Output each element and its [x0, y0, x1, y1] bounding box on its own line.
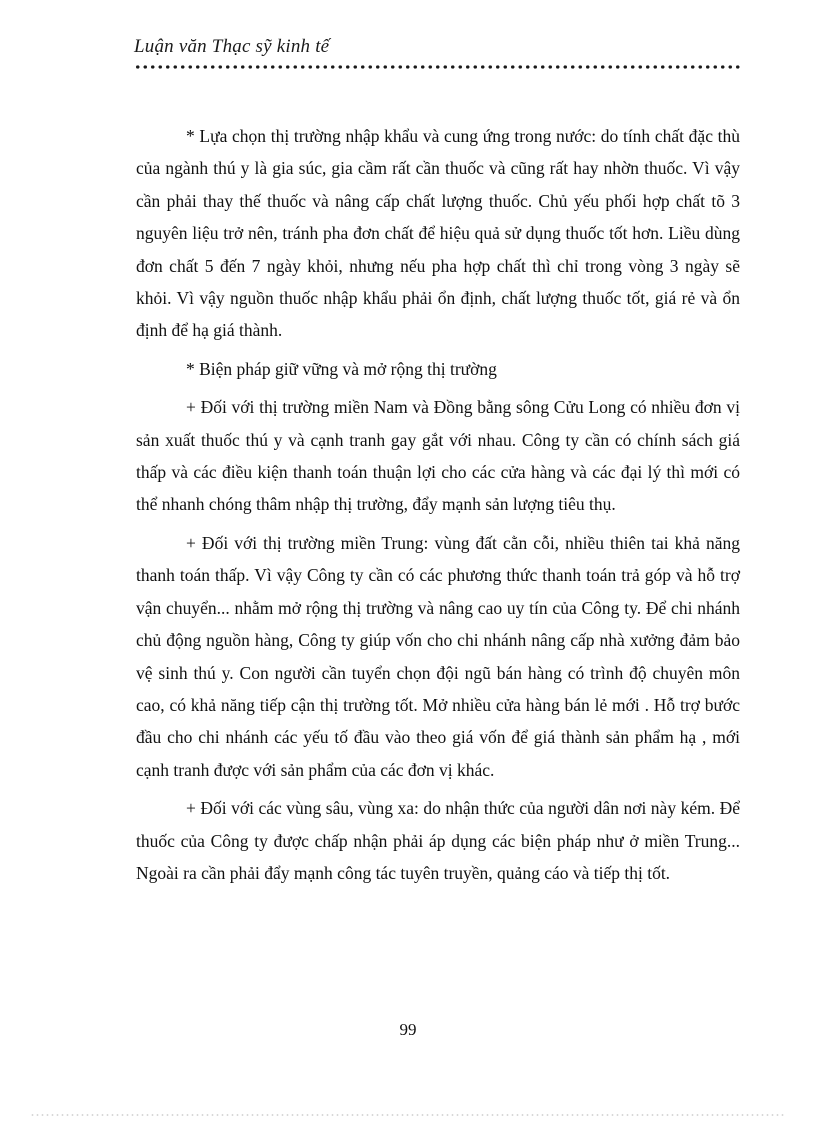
body-text — [136, 120, 740, 895]
header-dotted-rule — [134, 64, 740, 70]
paragraph-central-market: + Đối với thị trường miền Trung: vùng đất cằn cỗi, nhiều thiên tai khả năng thanh toán thấp. Vì vậy Công ty cần có các phương thức thanh toán trả góp và hỗ trợ vận chuyển... nhằm mở rộng thị trường và nâng cao uy tín của Công ty. Để chi nhánh chủ động nguồn hàng, Công ty giúp vốn cho chi nhánh nâng cấp nhà xưởng đảm bảo vệ sinh thú y. Con người cần tuyển chọn đội ngũ bán hàng có trình độ chuyên môn cao, có khả năng tiếp cận thị trường tốt. Mở nhiều cửa hàng bán lẻ mới . Hỗ trợ bước đầu cho chi nhánh các yếu tố đầu vào theo giá vốn để giá thành sản phẩm hạ , mới cạnh tranh được với sản phẩm của các đơn vị khác. — [136, 532, 740, 780]
paragraph-market-measures-heading: * Biện pháp giữ vững và mở rộng thị trường — [186, 358, 497, 379]
footer-dotted-rule — [30, 1114, 786, 1116]
paragraph-southern-market: + Đối với thị trường miền Nam và Đồng bằng sông Cửu Long có nhiều đơn vị sản xuất thuốc thú y và cạnh tranh gay gắt với nhau. Công ty cần có chính sách giá thấp và các điều kiện thanh toán thuận lợi cho các cửa hàng và các đại lý thì mới có thể nhanh chóng thâm nhập thị trường, đẩy mạnh sản lượng tiêu thụ. — [136, 397, 740, 515]
paragraph-remote-areas: + Đối với các vùng sâu, vùng xa: do nhận thức của người dân nơi này kém. Để thuốc của Công ty được chấp nhận phải áp dụng các biện pháp như ở miền Trung... Ngoài ra cần phải đẩy mạnh công tác tuyên truyền, quảng cáo và tiếp thị tốt. — [136, 798, 740, 883]
running-header: Luận văn Thạc sỹ kinh tế — [134, 36, 330, 57]
page-number: 99 — [399, 1020, 417, 1039]
paragraph-import-market: * Lựa chọn thị trường nhập khẩu và cung ứng trong nước: do tính chất đặc thù của ngành thú y là gia súc, gia cầm rất cần thuốc và cũng rất hay nhờn thuốc. Vì vậy cần phải thay thế thuốc và nâng cấp chất lượng thuốc. Chủ yếu phối hợp chất tõ 3 nguyên liệu trở nên, tránh pha đơn chất để hiệu quả sử dụng thuốc tốt hơn. Liều dùng đơn chất 5 đến 7 ngày khỏi, nhưng nếu pha hợp chất thì chỉ trong vòng 3 ngày sẽ khỏi. Vì vậy nguồn thuốc nhập khẩu phải ổn định, chất lượng thuốc tốt, giá rẻ và ổn định để hạ giá thành. — [136, 126, 740, 341]
